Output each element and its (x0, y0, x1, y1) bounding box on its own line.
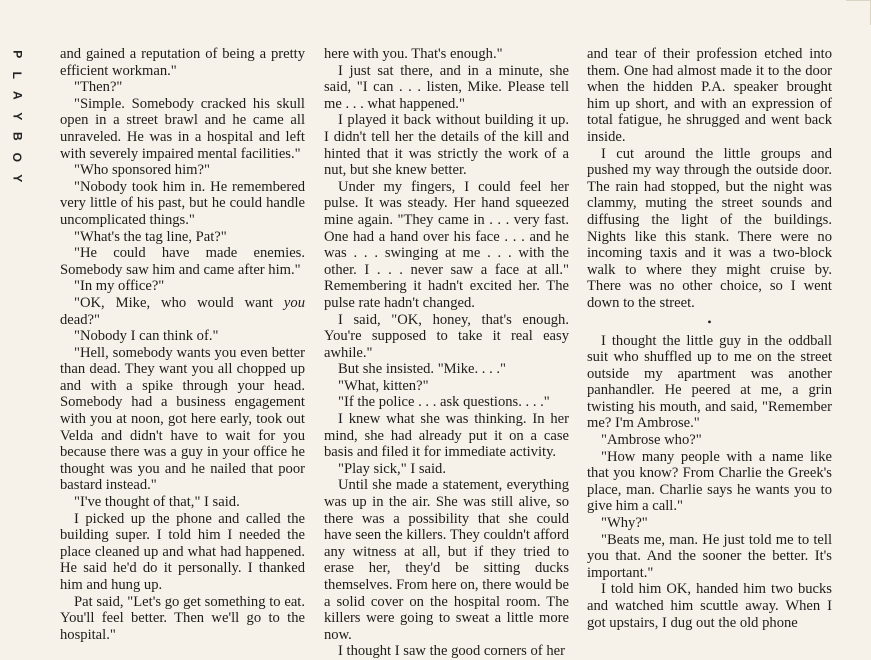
spine-letter: P (10, 50, 25, 59)
paragraph: "In my office?" (74, 278, 165, 295)
text-run: "OK, Mike, who would want (74, 294, 284, 311)
text-run: dead?" (60, 311, 100, 328)
paragraph: "How many people with a name like that you know? From Charlie the Greek's place, man. Charlie says he wants you to give him a call." (587, 448, 832, 515)
page-corner-fold (846, 0, 871, 25)
magazine-spine-masthead (6, 44, 28, 188)
spine-letter: O (10, 152, 25, 162)
paragraph: I just sat there, and in a minute, she said, "I can . . . listen, Mike. Please tell me . . . what happened." (324, 62, 569, 112)
paragraph: "Beats me, man. He just told me to tell you that. And the sooner the better. It's important." (587, 531, 832, 581)
paragraph: "Nobody I can think of." (74, 328, 219, 345)
paragraph: and tear of their profession etched into them. One had almost made it to the door when the hidden P.A. speaker brought him up short, and with an expression of total fatigue, he shrugged and went back inside. (587, 46, 832, 145)
paragraph: and gained a reputation of being a pretty efficient workman." (60, 46, 305, 79)
paragraph: "What, kitten?" (338, 377, 429, 394)
spine-letter: L (10, 71, 25, 79)
spine-letter: A (10, 91, 25, 100)
paragraph: "Then?" (74, 79, 123, 96)
paragraph: "Nobody took him in. He remembered very little of his past, but he could handle uncomplicated things." (60, 178, 305, 228)
section-break-bullet: • (707, 314, 712, 329)
text-column-2 (324, 46, 569, 660)
text-column-3 (587, 46, 832, 631)
paragraph: Until she made a statement, everything was up in the air. She was still alive, so there was a possibility that she could have seen the killers. They couldn't afford any witness at all, but if they tried to erase her, they'd be sitting ducks themselves. From here on, there would be a solid cover on the hospital room. The killers were going to sweat a little more now. (324, 477, 569, 643)
paragraph: "Simple. Somebody cracked his skull open in a street brawl and he came all unraveled. He was in a hospital and left with severely impaired mental facilities." (60, 95, 305, 162)
paragraph: "He could have made enemies. Somebody saw him and came after him." (60, 245, 305, 278)
italic-run: you (283, 294, 305, 311)
paragraph: "Hell, somebody wants you even better than dead. They want you all chopped up and with a spike through your head. Somebody had a business engagement with you at noon, got here early, took out Velda and didn't have to wait for you because there was a guy in your office he thought was you and he nailed that poor bastard instead." (60, 344, 305, 494)
paragraph: I thought I saw the good corners of her (338, 643, 565, 660)
paragraph: Pat said, "Let's go get something to eat. You'll feel better. Then we'll go to the hospital." (60, 593, 305, 643)
paragraph: I told him OK, handed him two bucks and watched him scuttle away. When I got upstairs, I dug out the old phone (587, 581, 832, 631)
paragraph: "I've thought of that," I said. (74, 494, 240, 511)
paragraph: "Who sponsored him?" (74, 162, 210, 179)
paragraph: Under my fingers, I could feel her pulse. It was steady. Her hand squeezed mine again. "They came in . . . very fast. One had a hand over his face . . . and he was . . . swinging at me . . . with the other. I . . . never saw a face at all." Remembering it hadn't excited her. The pulse rate hadn't changed. (324, 178, 569, 311)
paragraph: "Why?" (601, 515, 648, 532)
paragraph: "Ambrose who?" (601, 432, 702, 449)
paragraph: "Play sick," I said. (338, 460, 446, 477)
paragraph: "What's the tag line, Pat?" (74, 228, 227, 245)
paragraph: I knew what she was thinking. In her mind, she had already put it on a case basis and filed it for immediate activity. (324, 411, 569, 461)
paragraph: I cut around the little groups and pushed my way through the outside door. The rain had stopped, but the night was clammy, muting the street sounds and diffusing the light of the buildings. Nights like this stank. There were no incoming taxis and it was a two-block walk to where they might cruise by. There was no other choice, so I went down to the street. (587, 145, 832, 311)
spine-letter: Y (10, 112, 25, 121)
paragraph: I played it back without building it up. I didn't tell her the details of the kill and hinted that it was strictly the work of a nut, but she knew better. (324, 112, 569, 179)
paragraph: "If the police . . . ask questions. . . ." (338, 394, 550, 411)
paragraph: here with you. That's enough." (324, 46, 503, 62)
spine-letter: B (10, 132, 25, 142)
paragraph: I picked up the phone and called the building super. I told him I needed the place cleaned up and what had happened. He said he'd do it personally. I thanked him and hung up. (60, 510, 305, 593)
paragraph: But she insisted. "Mike. . . ." (338, 361, 506, 378)
text-column-1 (60, 46, 305, 643)
paragraph (60, 295, 305, 328)
paragraph: I said, "OK, honey, that's enough. You're supposed to take it real easy awhile." (324, 311, 569, 361)
spine-letter: Y (10, 173, 25, 182)
paragraph: I thought the little guy in the oddball suit who shuffled up to me on the street outside my apartment was another panhandler. He peered at me, a grin twisting his mouth, and said, "Remember me? I'm Ambrose." (587, 332, 832, 432)
